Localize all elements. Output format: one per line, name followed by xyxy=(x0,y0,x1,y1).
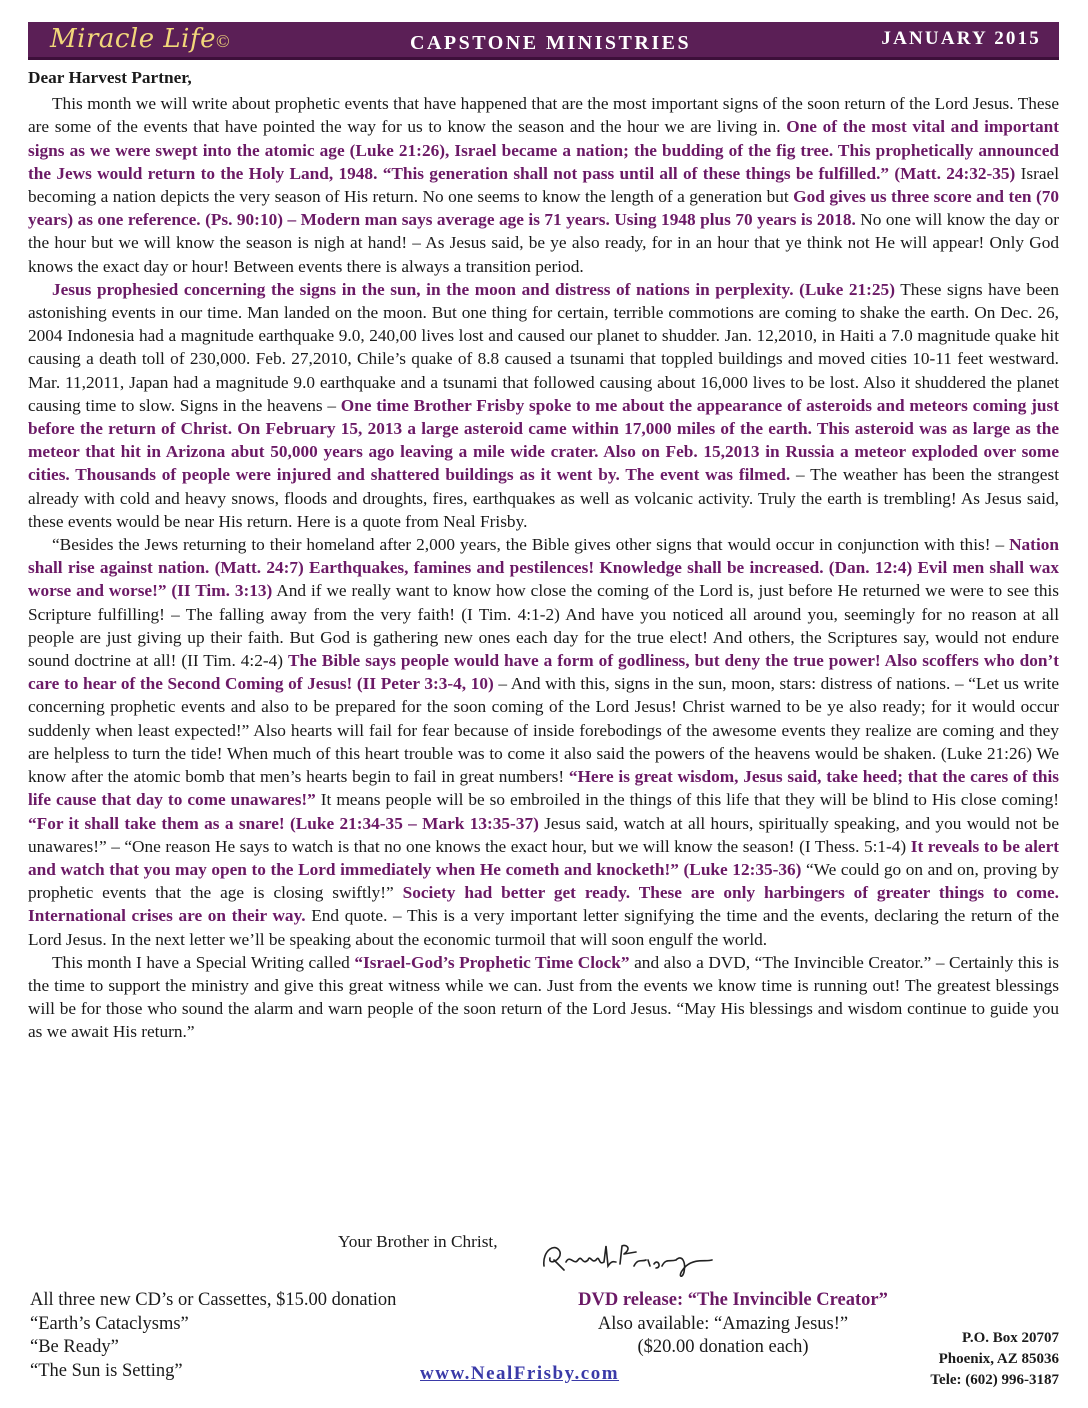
issue-date: JANUARY 2015 xyxy=(881,28,1041,49)
body-text: Jesus said, watch at all hours, spiritually speaking, and you would not be unawares!” – “One reason He says to watch is that no one knows the exact hour, but we will know the season! (I Thess. 5:1-4) xyxy=(28,813,1059,856)
also-available: Also available: “Amazing Jesus!” xyxy=(597,1313,849,1334)
dvd-price: ($20.00 donation each) xyxy=(637,1337,809,1358)
po-box: P.O. Box 20707 xyxy=(962,1330,1059,1346)
cd-title: “Earth’s Cataclysms” xyxy=(30,1313,189,1334)
highlighted-text: One time Brother Frisby spoke to me about the appearance of asteroids and meteors coming just before the return of Christ. On February 15, 2013 a large asteroid came within 17,000 miles of the earth. This asteroid was as large as the meteor that hit in Arizona abut 50,000 years ago leaving a mile wide crater. Also on Feb. 15,2013 in Russia a meteor exploded over some cities. Thousands of people were injured and shattered buildings as it went by. The event was filmed. xyxy=(28,395,1059,485)
city-state-zip: Phoenix, AZ 85036 xyxy=(938,1351,1059,1367)
body-text: This month we will write about prophetic events that have happened that are the most important signs of the soon return of the Lord Jesus. These are some of the events that have pointed the way for us to know the season and the hour we are living in. xyxy=(28,94,1059,137)
highlighted-text: “Israel-God’s Prophetic Time Clock” xyxy=(354,952,630,972)
letter-paragraph xyxy=(28,951,1059,1044)
letter-paragraph xyxy=(28,92,1059,278)
letter-paragraph xyxy=(28,533,1059,951)
highlighted-text: Jesus prophesied concerning the signs in the sun, in the moon and distress of nations in perplexity. (Luke 21:25) xyxy=(52,279,895,299)
telephone: Tele: (602) 996-3187 xyxy=(930,1372,1059,1388)
handwritten-signature xyxy=(536,1232,726,1282)
body-text: Israel becoming a nation depicts the very season of His return. No one seems to know the length of a generation but xyxy=(28,163,1059,207)
cd-offer xyxy=(30,1289,396,1383)
organization-name: CAPSTONE MINISTRIES xyxy=(410,32,692,54)
closing: Your Brother in Christ, xyxy=(338,1232,498,1251)
letter-paragraph xyxy=(28,278,1059,533)
letter-paragraphs xyxy=(28,92,1059,1043)
highlighted-text: One of the most vital and important signs as we were swept into the atomic age (Luke 21:26), Israel became a nation; the budding of the fig tree. This prophetically announced the Jews would return to the Holy Land, 1948. “This generation shall not pass until all of these things be fulfilled.” (Matt. 24:32-35) xyxy=(28,117,1059,183)
dvd-release: DVD release: “The Invincible Creator” xyxy=(578,1290,888,1310)
body-text: “We could go on and on, proving by prophetic events that the age is closing swiftly!” xyxy=(28,859,1059,903)
cd-offer-line: All three new CD’s or Cassettes, $15.00 donation xyxy=(30,1290,397,1310)
highlighted-text: “Here is great wisdom, Jesus said, take heed; that the cares of this life cause that day to come unawares!” xyxy=(28,767,1059,810)
website-link[interactable]: www.NealFrisby.com xyxy=(420,1363,620,1384)
newsletter-header xyxy=(28,22,1059,60)
highlighted-text: Society had better get ready. These are only harbingers of greater things to come. International crises are on their way. xyxy=(28,883,1059,926)
body-text: No one will know the day or the hour but we will know the season is nigh at hand! – As Jesus said, be ye also ready, for in an hour that ye think not He will appear! Only God knows the exact day or hour! Between events there is always a transition period. xyxy=(28,210,1059,276)
highlighted-text: The Bible says people would have a form of godliness, but deny the true power! Also scoffers who don’t care to hear of the Second Coming of Jesus! (II Peter 3:3-4, 10) xyxy=(28,651,1059,694)
body-text: and also a DVD, “The Invincible Creator.” – Certainly this is the time to support the ministry and give this great witness while we can. Just from the events we know time is running out! The greatest blessings will be for those who sound the alarm and warn people of the soon return of the Lord Jesus. “May His blessings and wisdom continue to guide you as we await His return.” xyxy=(28,952,1059,1042)
body-text: This month I have a Special Writing called xyxy=(52,952,355,972)
miracle-life-logo: Miracle Life xyxy=(50,24,216,54)
cd-title: “The Sun is Setting” xyxy=(30,1360,183,1381)
body-text: End quote. – This is a very important letter signifying the time and the events, declaring the return of the Lord Jesus. In the next letter we’ll be speaking about the economic turmoil that will soon engulf the world. xyxy=(28,906,1059,949)
highlighted-text: Nation shall rise against nation. (Matt. 24:7) Earthquakes, famines and pestilences! Knowledge shall be increased. (Dan. 12:4) Evil men shall wax worse and worse!” (II Tim. 3:13) xyxy=(28,535,1059,601)
body-text: – The weather has been the strangest already with cold and heavy snows, floods and droughts, fires, earthquakes as well as volcanic activity. Truly the earth is trembling! As Jesus said, these events would be near His return. Here is a quote from Neal Frisby. xyxy=(28,465,1059,531)
letter-body xyxy=(28,66,1059,1044)
body-text: It means people will be so embroiled in the things of this life that they will be blind to His close coming! xyxy=(315,790,1059,810)
cd-title: “Be Ready” xyxy=(30,1337,119,1358)
body-text: These signs have been astonishing events in our time. Man landed on the moon. But one thing for certain, terrible commotions are coming to shake the earth. On Dec. 26, 2004 Indonesia had a magnitude earthquake 9.0, 240,00 lives lost and caused our planet to shudder. Jan. 12,2010, in Haiti a 7.0 magnitude quake hit causing a death toll of 230,000. Feb. 27,2010, Chile’s quake of 8.8 caused a tsunami that toppled buildings and moved cities 10-11 feet westward. Mar. 11,2011, Japan had a magnitude 9.0 earthquake and a tsunami that followed causing about 16,000 lives to be lost. Also it shuddered the planet causing time to slow. Signs in the heavens – xyxy=(28,279,1059,415)
body-text: And if we really want to know how close the coming of the Lord is, just before He returned we were to see this Scripture fulfilling! – The falling away from the very faith! (I Tim. 4:1-2) And have you noticed all around you, seemingly for no reason at all people are just giving up their faith. But God is gathering new ones each day for the true elect! And others, the Scriptures say, would not endure sound doctrine at all! (II Tim. 4:2-4) xyxy=(28,581,1059,671)
highlighted-text: It reveals to be alert and watch that you may open to the Lord immediately when He cometh and knocketh!” (Luke 12:35-36) xyxy=(28,836,1060,879)
body-text: “Besides the Jews returning to their homeland after 2,000 years, the Bible gives other signs that would occur in conjunction with this! – xyxy=(52,535,1010,555)
greeting: Dear Harvest Partner, xyxy=(28,68,192,87)
mailing-address xyxy=(930,1328,1059,1391)
highlighted-text: God gives us three score and ten (70 years) as one reference. (Ps. 90:10) – Modern man says average age is 71 years. Using 1948 plus 70 years is 2018. xyxy=(28,187,1059,230)
highlighted-text: “For it shall take them as a snare! (Luke 21:34-35 – Mark 13:35-37) xyxy=(28,813,539,833)
body-text: – And with this, signs in the sun, moon, stars: distress of nations. – “Let us write concerning prophetic events and also to be prepared for the soon coming of the Lord Jesus! Christ warned to be ye also ready; for it would occur suddenly when least expected!” Also hearts will fail for fear because of inside forebodings of the awesome events they realize are coming and they are helpless to turn the tide! When much of this heart trouble was to come it also said the powers of the heavens would be shaken. (Luke 21:26) We know after the atomic bomb that men’s hearts begin to fail in great numbers! xyxy=(28,674,1060,787)
copyright-symbol: © xyxy=(216,31,230,51)
